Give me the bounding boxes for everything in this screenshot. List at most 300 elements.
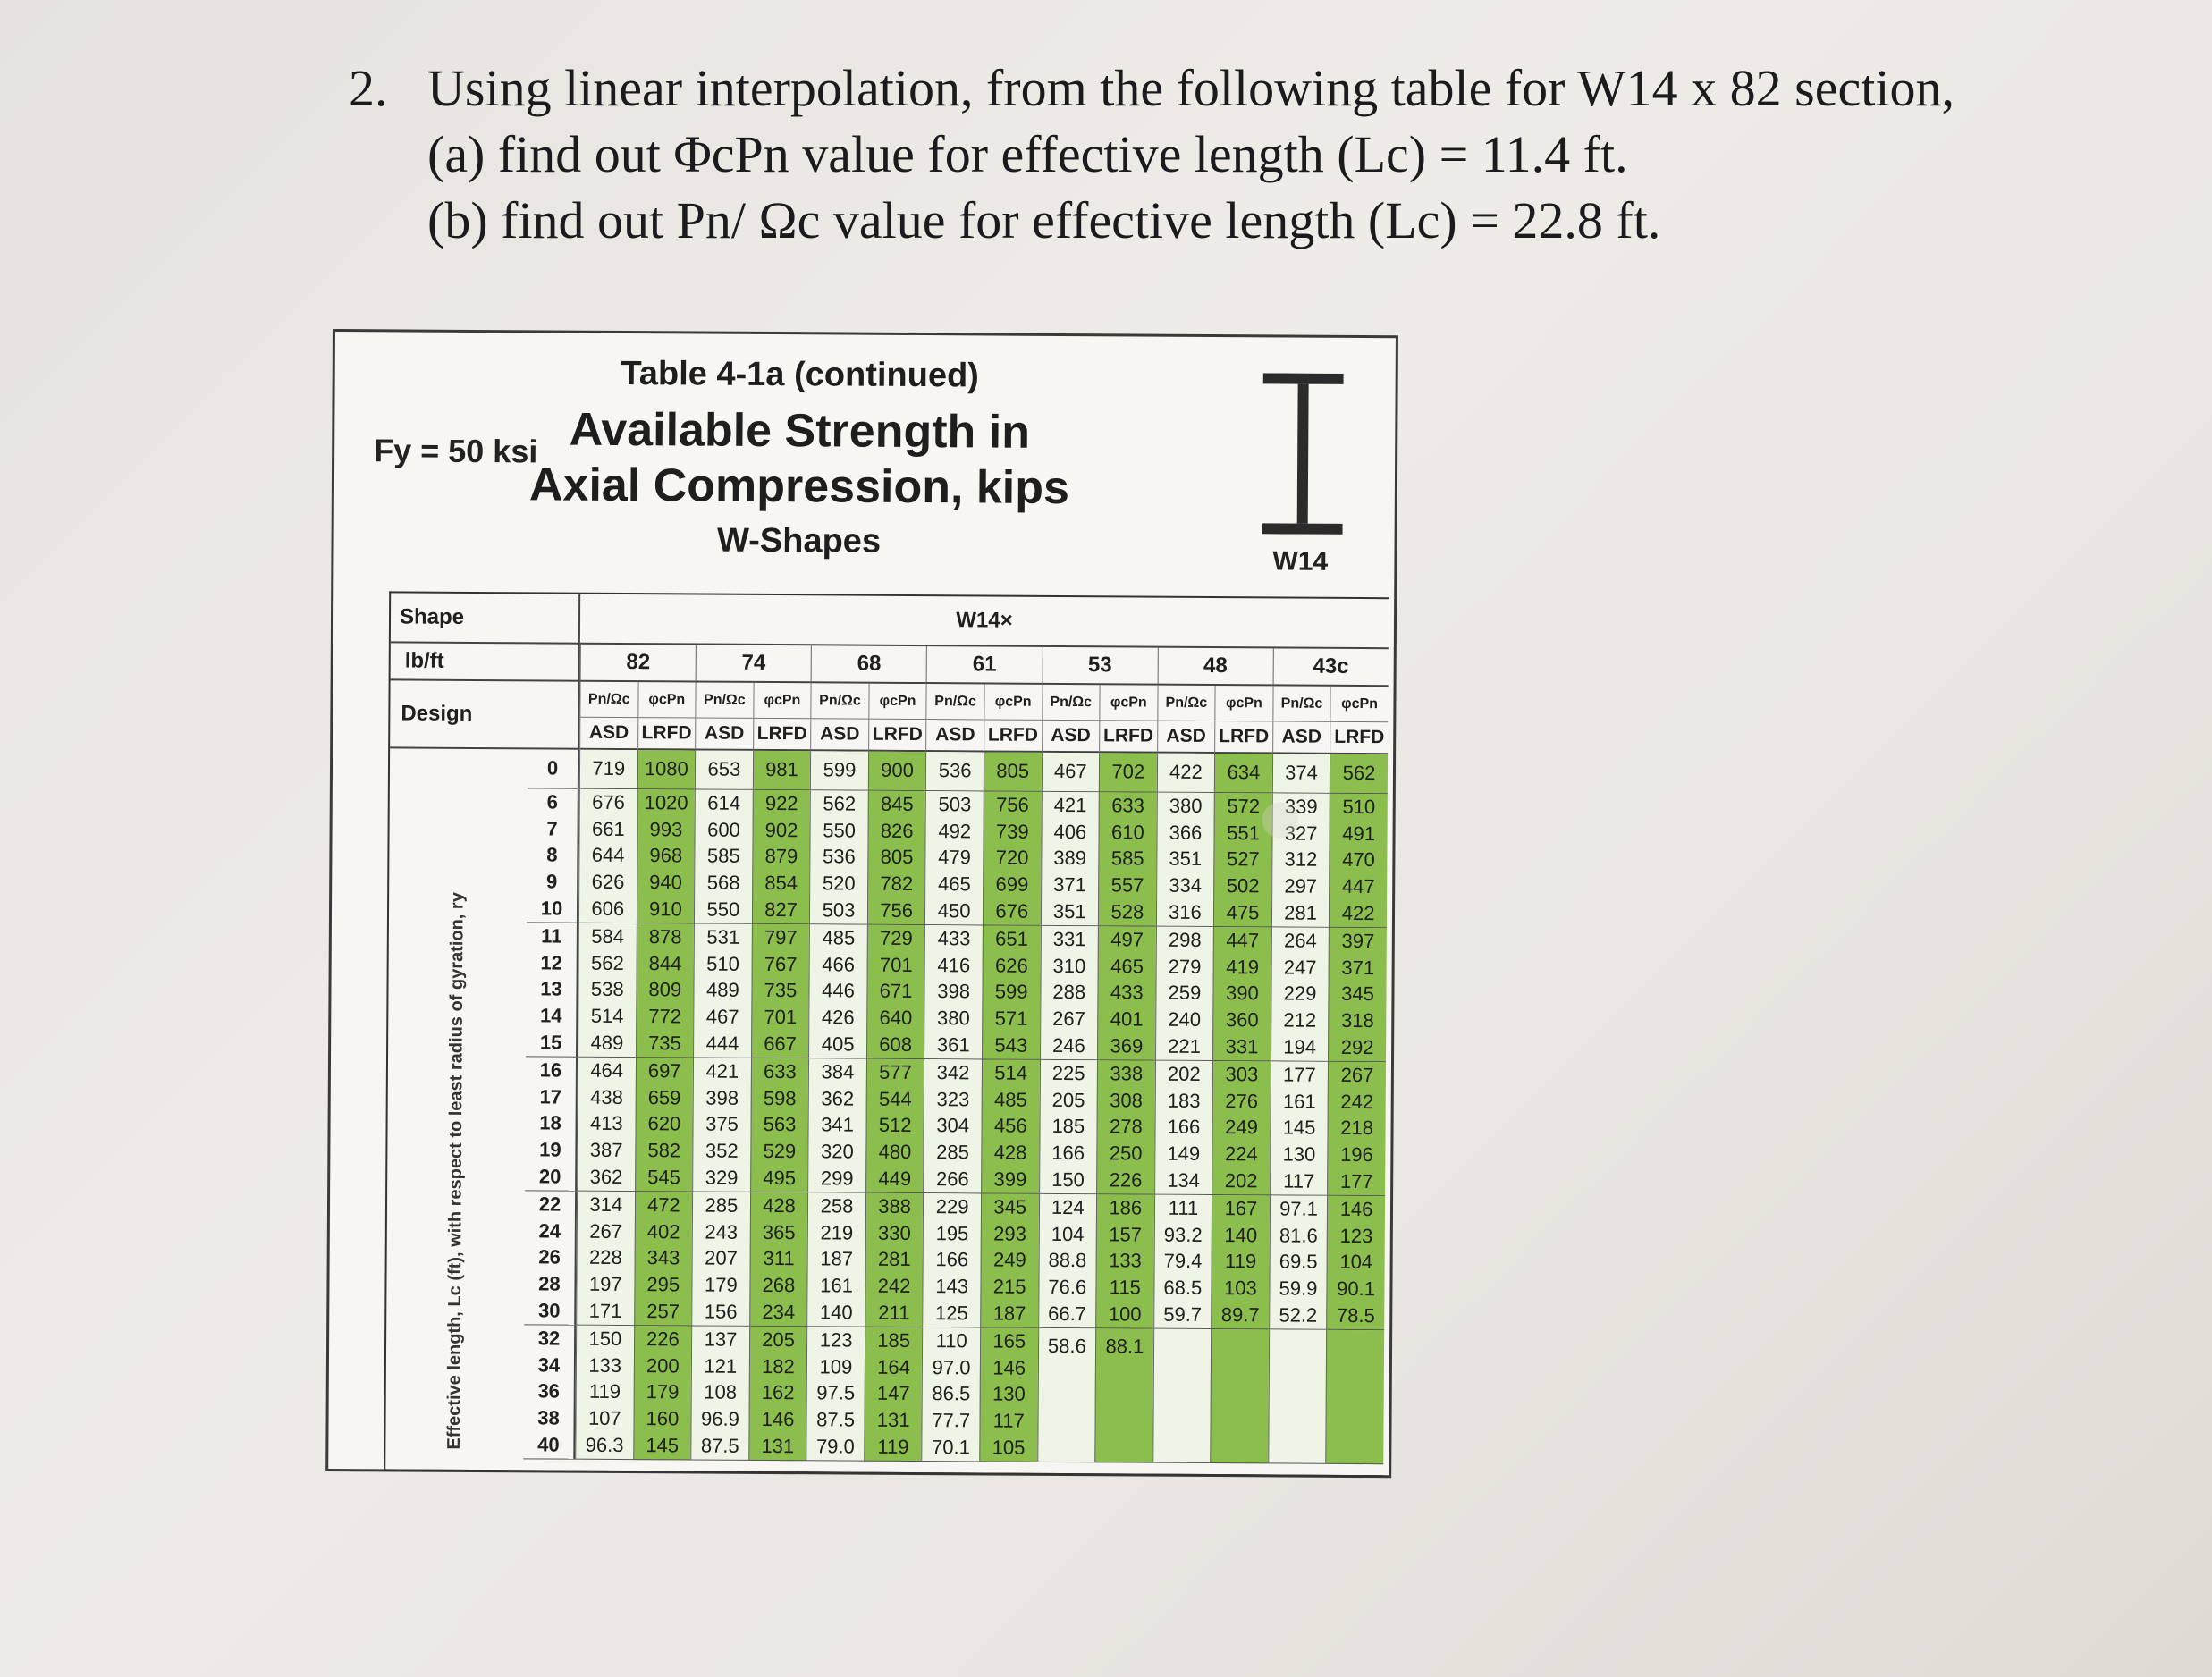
table-cell: 88.8 [1048, 1249, 1087, 1272]
table-cell: 735 [648, 1032, 681, 1055]
table-cell: 667 [764, 1032, 798, 1056]
shape-value: W14× [580, 594, 1389, 650]
table-cell: 582 [647, 1139, 681, 1162]
table-cell: 720 [995, 846, 1029, 870]
table-cell: 285 [705, 1193, 739, 1217]
value-group [692, 1058, 750, 1192]
question-number: 2. [349, 59, 388, 117]
table-cell: 52.2 [1279, 1303, 1318, 1327]
table-cell: 318 [1340, 1009, 1374, 1032]
table-cell: 288 [1052, 981, 1086, 1004]
value-group [1269, 1195, 1327, 1329]
value-group [924, 925, 982, 1059]
table-cell: 671 [879, 980, 913, 1003]
table-cell: 205 [1051, 1088, 1085, 1111]
table-cell: 1020 [644, 790, 688, 814]
table-cell: 352 [705, 1139, 739, 1162]
table-cell: 97.5 [816, 1381, 856, 1404]
table-cell: 117 [992, 1409, 1025, 1432]
table-cell: 147 [876, 1382, 910, 1405]
table-cell: 993 [649, 817, 683, 840]
table-cell: 447 [1341, 875, 1375, 898]
table-cell: 130 [992, 1382, 1026, 1406]
table-cell: 401 [1110, 1007, 1144, 1031]
method-lrfd: LRFD [868, 720, 926, 752]
length-group [527, 788, 579, 923]
value-group [980, 1193, 1038, 1327]
table-cell: 550 [823, 818, 857, 842]
table-cell: 77.7 [932, 1409, 971, 1432]
lbft-label: lb/ft [391, 643, 580, 681]
value-group [633, 1326, 691, 1460]
table-cell: 626 [591, 870, 625, 894]
table-cell: 331 [1225, 1035, 1259, 1058]
table-cell: 177 [1283, 1063, 1316, 1086]
value-group [923, 1193, 981, 1327]
table-cell: 86.5 [932, 1382, 971, 1405]
length-value: 11 [541, 924, 562, 948]
table-cell: 90.1 [1337, 1277, 1376, 1301]
table-cell: 93.2 [1163, 1223, 1203, 1246]
table-cell: 259 [1168, 982, 1202, 1005]
weight-header: 48 [1157, 648, 1272, 687]
value-group [1040, 792, 1098, 926]
table-cell: 150 [1051, 1167, 1085, 1192]
table-cell: 221 [1168, 1034, 1201, 1058]
value-group [1040, 926, 1098, 1060]
value-group [1155, 927, 1213, 1061]
table-cell: 653 [707, 757, 741, 781]
column-asd-symbol: Pn/Ωc [1272, 686, 1330, 721]
table-cell: 599 [994, 980, 1028, 1004]
table-cell: 264 [1283, 929, 1317, 952]
weight-header: 68 [811, 645, 926, 684]
table-cell: 520 [822, 872, 856, 895]
table-cell: 438 [590, 1085, 623, 1108]
value-group [576, 1192, 634, 1326]
table-cell: 900 [881, 759, 915, 782]
length-group [528, 749, 579, 788]
table-cell: 246 [1051, 1033, 1085, 1058]
value-group [1156, 754, 1214, 793]
table-cell: 633 [763, 1059, 797, 1083]
value-group [1153, 1195, 1212, 1329]
value-group [635, 1058, 693, 1192]
value-group [1095, 1194, 1153, 1328]
table-cell: 109 [819, 1354, 853, 1378]
table-cell: 298 [1168, 928, 1202, 951]
table-title-line2: Axial Compression, kips [528, 459, 1070, 515]
weight-header: 43c [1272, 648, 1388, 687]
table-cell: 503 [822, 898, 856, 922]
table-cell: 311 [763, 1247, 795, 1270]
column-lrfd-symbol: φcPn [868, 684, 926, 720]
table-cell: 242 [877, 1274, 911, 1298]
table-cell: 156 [704, 1300, 738, 1323]
value-group [867, 791, 925, 925]
table-cell: 293 [993, 1222, 1026, 1245]
table-cell: 312 [1284, 847, 1318, 872]
table-cell: 339 [1284, 795, 1318, 818]
table-cell: 166 [935, 1248, 969, 1271]
value-group [868, 752, 926, 791]
table-cell: 702 [1111, 760, 1145, 783]
table-cell: 103 [1223, 1277, 1257, 1300]
table-cell: 70.1 [932, 1436, 971, 1459]
table-cell: 66.7 [1048, 1302, 1087, 1326]
table-cell: 285 [936, 1141, 969, 1164]
table-cell: 96.9 [700, 1407, 739, 1430]
value-group [807, 1058, 865, 1192]
value-group [1097, 926, 1155, 1060]
value-group [575, 1326, 633, 1460]
table-cell: 162 [761, 1381, 795, 1404]
value-group [1211, 1195, 1269, 1329]
length-value: 22 [538, 1192, 561, 1216]
i-beam-icon [1262, 373, 1344, 535]
column-asd-symbol: Pn/Ωc [695, 682, 753, 718]
table-cell: 805 [880, 846, 914, 869]
table-cell: 489 [590, 1031, 624, 1054]
table-cell: 314 [589, 1192, 623, 1216]
table-cell: 308 [1110, 1088, 1144, 1112]
table-cell: 362 [821, 1086, 855, 1110]
table-cell: 229 [1283, 982, 1317, 1006]
value-group [1037, 1328, 1095, 1462]
table-cell: 405 [821, 1032, 855, 1056]
question-part-a: (a) find out ΦcPn value for effective length (Lc) = 11.4 ft. [427, 125, 1628, 183]
table-cell: 902 [764, 818, 798, 841]
table-cell: 149 [1167, 1142, 1201, 1166]
table-cell: 345 [1341, 982, 1375, 1006]
table-cell: 88.1 [1105, 1335, 1144, 1358]
value-group [751, 924, 809, 1058]
table-cell: 78.5 [1336, 1303, 1375, 1327]
table-cell: 428 [993, 1141, 1027, 1164]
table-cell: 249 [992, 1248, 1026, 1272]
table-cell: 186 [1109, 1196, 1143, 1219]
table-cell: 1080 [644, 757, 688, 780]
weight-header: 74 [696, 645, 811, 683]
table-cell: 362 [589, 1165, 623, 1188]
table-cell: 59.9 [1279, 1277, 1318, 1300]
table-cell: 527 [1226, 847, 1260, 871]
table-cell: 329 [705, 1166, 739, 1189]
length-value: 28 [538, 1272, 561, 1295]
table-cell: 160 [646, 1407, 680, 1430]
question-part-b: (b) find out Pn/ Ωc value for effective length (Lc) = 22.8 ft. [427, 191, 1661, 249]
table-card [325, 329, 1398, 1478]
table-cell: 572 [1227, 794, 1261, 818]
table-cell: 397 [1341, 929, 1375, 952]
table-cell: 402 [646, 1219, 680, 1243]
table-cell: 968 [649, 844, 683, 867]
table-cell: 510 [706, 952, 740, 975]
table-cell: 492 [938, 819, 972, 842]
table-cell: 497 [1110, 928, 1144, 951]
value-group [865, 1193, 923, 1327]
length-value: 6 [546, 790, 558, 813]
table-cell: 375 [705, 1112, 739, 1136]
table-cell: 146 [992, 1356, 1026, 1379]
length-value: 34 [537, 1353, 561, 1377]
table-cell: 600 [707, 818, 740, 841]
table-cell: 470 [1342, 848, 1375, 872]
table-cell: 676 [995, 899, 1029, 923]
table-cell: 854 [764, 872, 798, 895]
length-value: 12 [540, 951, 562, 974]
value-group [695, 750, 753, 789]
series-badge: W14 [1272, 546, 1329, 577]
value-group [1270, 1061, 1328, 1195]
table-cell: 584 [591, 924, 625, 948]
table-cell: 123 [819, 1328, 853, 1352]
table-cell: 303 [1225, 1062, 1259, 1086]
table-cell: 644 [591, 844, 625, 867]
length-value: 10 [540, 897, 563, 920]
table-cell: 119 [588, 1380, 621, 1403]
value-group [865, 1059, 924, 1193]
value-group [690, 1326, 748, 1460]
method-lrfd: LRFD [1214, 721, 1272, 754]
table-cell: 845 [880, 792, 914, 815]
method-asd: ASD [695, 718, 753, 750]
table-cell: 146 [761, 1408, 795, 1431]
value-group [637, 750, 695, 789]
table-cell: 161 [820, 1274, 853, 1297]
table-cell: 121 [704, 1354, 738, 1378]
table-cell: 131 [761, 1434, 795, 1458]
value-group [577, 1058, 635, 1192]
table-cell: 426 [821, 1006, 855, 1029]
value-group [1330, 754, 1388, 794]
table-cell: 466 [822, 952, 856, 976]
column-lrfd-symbol: φcPn [1099, 685, 1157, 721]
method-lrfd: LRFD [753, 719, 811, 751]
length-value: 36 [537, 1379, 561, 1403]
table-cell: 79.4 [1163, 1250, 1203, 1273]
table-cell: 279 [1168, 955, 1202, 978]
table-cell: 195 [935, 1221, 969, 1244]
table-cell: 514 [590, 1004, 624, 1028]
value-group [1328, 928, 1386, 1062]
table-cell: 119 [877, 1435, 909, 1458]
value-group [1326, 1196, 1384, 1330]
value-group [809, 790, 867, 924]
table-cell: 110 [935, 1328, 967, 1353]
table-cell: 268 [762, 1274, 796, 1297]
value-group [1268, 1329, 1326, 1463]
length-value: 24 [538, 1219, 561, 1243]
table-cell: 510 [1342, 795, 1376, 818]
table-cell: 327 [1284, 822, 1318, 845]
column-lrfd-symbol: φcPn [984, 684, 1042, 720]
table-cell: 421 [705, 1059, 739, 1083]
table-cell: 489 [705, 978, 739, 1002]
table-cell: 467 [1053, 760, 1087, 783]
table-cell: 202 [1224, 1169, 1258, 1192]
value-group [694, 789, 752, 923]
table-cell: 464 [590, 1058, 624, 1082]
question-block [349, 55, 1954, 254]
table-cell: 179 [704, 1273, 738, 1296]
column-asd-symbol: Pn/Ωc [926, 684, 984, 720]
table-cell: 133 [588, 1353, 622, 1377]
table-cell: 661 [591, 817, 625, 840]
table-cell: 422 [1341, 901, 1375, 925]
table-cell: 292 [1340, 1035, 1374, 1059]
table-cell: 449 [878, 1167, 912, 1190]
shape-label: Shape [391, 593, 580, 644]
table-title-line1: Available Strength in [569, 403, 1031, 459]
table-cell: 250 [1109, 1142, 1143, 1165]
method-asd: ASD [579, 718, 637, 750]
value-group [579, 750, 637, 789]
column-lrfd-symbol: φcPn [1330, 687, 1389, 722]
length-group [525, 1057, 578, 1191]
table-cell: 772 [648, 1005, 682, 1028]
fy-label: Fy = 50 ksi [374, 432, 538, 470]
value-group [578, 789, 637, 923]
value-group [752, 790, 810, 924]
table-cell: 827 [764, 897, 798, 922]
table-cell: 571 [994, 1007, 1028, 1030]
table-cell: 304 [936, 1114, 970, 1137]
table-cell: 365 [762, 1220, 796, 1243]
table-cell: 166 [1167, 1116, 1201, 1139]
table-cell: 557 [1110, 873, 1144, 897]
value-group [1098, 792, 1156, 926]
table-cell: 69.5 [1279, 1250, 1318, 1274]
table-cell: 406 [1053, 820, 1087, 843]
table-cell: 390 [1226, 982, 1259, 1005]
table-cell: 320 [820, 1140, 854, 1163]
table-cell: 879 [764, 845, 798, 868]
table-cell: 131 [876, 1408, 910, 1432]
table-cell: 626 [994, 954, 1028, 977]
value-group [922, 1327, 980, 1462]
value-group [923, 1059, 981, 1193]
value-group [1039, 1060, 1097, 1194]
length-value: 26 [538, 1245, 561, 1268]
value-group [806, 1192, 865, 1327]
value-group [691, 1192, 749, 1326]
table-cell: 205 [762, 1327, 796, 1351]
column-lrfd-symbol: φcPn [1215, 686, 1273, 721]
length-value: 15 [539, 1031, 562, 1054]
table-cell: 697 [647, 1058, 681, 1083]
table-cell: 182 [761, 1354, 795, 1378]
table-cell: 480 [878, 1140, 912, 1164]
table-cell: 117 [1283, 1169, 1315, 1192]
value-group [1210, 1329, 1268, 1463]
table-cell: 219 [820, 1220, 854, 1244]
table-cell: 183 [1167, 1089, 1201, 1112]
table-cell: 242 [1340, 1090, 1374, 1113]
value-group [806, 1327, 865, 1461]
column-lrfd-symbol: φcPn [637, 682, 696, 718]
table-cell: 536 [938, 759, 972, 782]
table-cell: 257 [646, 1300, 680, 1323]
table-cell: 157 [1109, 1222, 1143, 1246]
table-cell: 599 [823, 758, 857, 781]
table-cell: 145 [646, 1434, 680, 1457]
table-cell: 140 [1224, 1223, 1258, 1246]
table-cell: 562 [591, 951, 624, 974]
table-cell: 479 [938, 846, 971, 869]
table-cell: 614 [707, 791, 741, 814]
table-cell: 421 [1053, 793, 1087, 816]
table-number: Table 4-1a (continued) [621, 354, 980, 395]
table-cell: 651 [995, 927, 1029, 950]
table-cell: 512 [878, 1114, 912, 1137]
method-asd: ASD [1042, 721, 1100, 753]
table-cell: 419 [1226, 955, 1260, 978]
table-cell: 371 [1053, 873, 1086, 897]
length-value: 17 [539, 1085, 562, 1108]
table-cell: 197 [588, 1272, 622, 1296]
table-cell: 361 [936, 1033, 970, 1057]
length-value: 32 [537, 1327, 561, 1350]
value-group [750, 1058, 808, 1192]
table-cell: 531 [706, 925, 740, 948]
table-cell: 699 [995, 872, 1029, 896]
length-value: 8 [546, 843, 558, 866]
table-cell: 940 [649, 871, 683, 894]
value-group [1038, 1194, 1096, 1328]
length-value: 9 [546, 870, 558, 893]
method-asd: ASD [1157, 721, 1215, 754]
table-cell: 380 [1169, 794, 1203, 817]
table-cell: 165 [992, 1329, 1026, 1353]
table-cell: 341 [821, 1113, 855, 1136]
table-cell: 433 [937, 926, 971, 950]
table-cell: 258 [820, 1194, 854, 1218]
table-cell: 598 [763, 1086, 797, 1109]
table-cell: 145 [1282, 1116, 1316, 1140]
table-cell: 97.0 [932, 1355, 971, 1378]
value-group [1326, 1330, 1384, 1464]
table-cell: 146 [1339, 1197, 1373, 1220]
table-cell: 735 [764, 979, 798, 1002]
table-cell: 577 [879, 1060, 912, 1083]
table-cell: 105 [992, 1436, 1026, 1459]
table-cell: 729 [880, 926, 913, 949]
table-cell: 267 [1340, 1063, 1374, 1086]
table-cell: 465 [1110, 954, 1144, 978]
table-cell: 446 [822, 979, 855, 1002]
value-group [1327, 1062, 1385, 1196]
table-cell: 620 [647, 1112, 681, 1135]
table-cell: 826 [880, 819, 914, 842]
table-cell: 878 [648, 924, 682, 948]
weight-header: 82 [580, 645, 696, 683]
table-cell: 413 [589, 1112, 623, 1135]
table-cell: 910 [648, 897, 682, 921]
weight-header: 53 [1042, 647, 1157, 686]
table-cell: 545 [647, 1166, 680, 1189]
table-cell: 278 [1109, 1115, 1143, 1138]
table-cell: 247 [1283, 956, 1317, 979]
table-cell: 185 [1051, 1115, 1085, 1138]
table-cell: 782 [880, 872, 914, 896]
value-group [1271, 927, 1329, 1061]
method-lrfd: LRFD [1330, 722, 1388, 754]
table-cell: 185 [877, 1328, 911, 1352]
value-group [1041, 753, 1099, 792]
length-group [523, 1325, 576, 1459]
table-cell: 76.6 [1048, 1276, 1087, 1299]
